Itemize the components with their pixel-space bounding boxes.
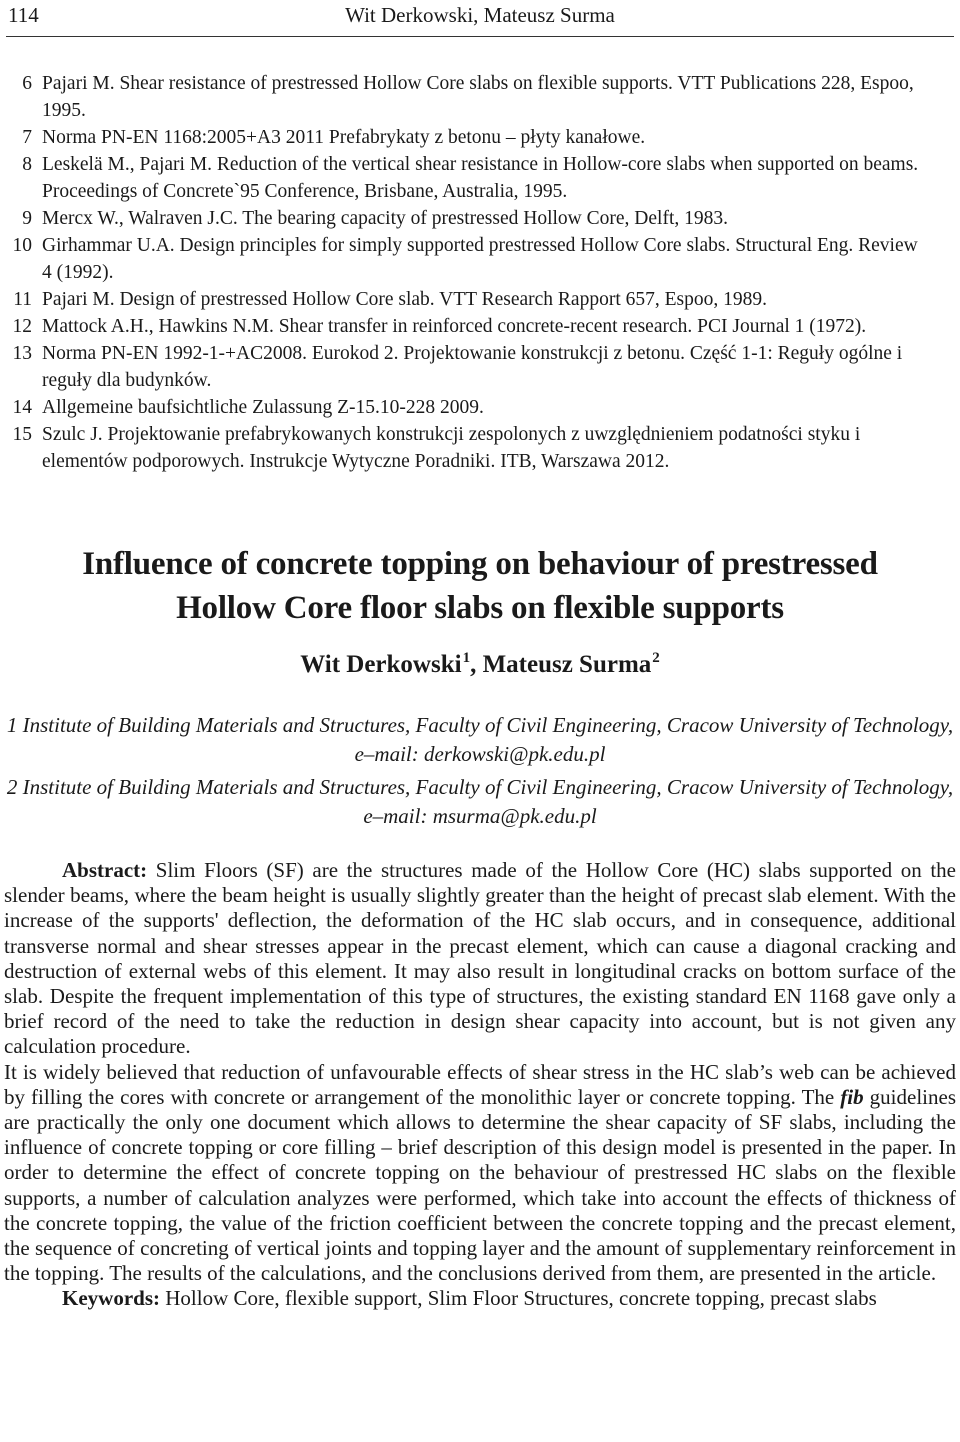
reference-number: 10 bbox=[12, 235, 32, 256]
page-header bbox=[6, 0, 954, 37]
keywords-label: Keywords: bbox=[62, 1286, 160, 1311]
reference-number: 13 bbox=[12, 343, 32, 364]
reference-text: Mercx W., Walraven J.C. The bearing capacity of prestressed Hollow Core, Delft, 1983. bbox=[42, 208, 728, 229]
article-title bbox=[0, 542, 960, 630]
reference-text: Norma PN-EN 1992-1-+AC2008. Eurokod 2. Projektowanie konstrukcji z betonu. Część 1-1: Reguły ogólne i reguły dla budynków. bbox=[42, 343, 903, 391]
reference-text: Norma PN-EN 1168:2005+A3 2011 Prefabrykaty z betonu – płyty kanałowe. bbox=[42, 127, 646, 148]
abstract-paragraph bbox=[4, 858, 956, 1060]
author-separator: , bbox=[470, 651, 483, 678]
reference-number: 7 bbox=[22, 127, 32, 148]
author-line bbox=[0, 650, 960, 679]
author-name: Mateusz Surma bbox=[482, 651, 652, 678]
reference-item bbox=[0, 124, 960, 151]
reference-number: 11 bbox=[13, 289, 32, 310]
reference-number: 12 bbox=[12, 316, 32, 337]
reference-text: Szulc J. Projektowanie prefabrykowanych konstrukcji zespolonych z uwzględnieniem podatności styku i elementów podporowych. Instrukcje Wytyczne Poradniki. ITB, Warszawa 2012. bbox=[42, 424, 861, 472]
reference-number: 8 bbox=[22, 154, 32, 175]
reference-number: 9 bbox=[22, 208, 32, 229]
reference-item bbox=[0, 232, 960, 286]
affiliation: 2 Institute of Building Materials and Structures, Faculty of Civil Engineering, Cracow University of Technology, e–mail: msurma@pk.edu.pl bbox=[6, 775, 954, 828]
keywords-paragraph bbox=[4, 1286, 956, 1311]
reference-text: Allgemeine baufsichtliche Zulassung Z-15.10-228 2009. bbox=[42, 397, 484, 418]
article-title-line: Hollow Core floor slabs on flexible supports bbox=[176, 590, 784, 626]
reference-text: Leskelä M., Pajari M. Reduction of the vertical shear resistance in Hollow-core slabs when supported on beams. Proceedings of Concrete`95 Conference, Brisbane, Australia, 1995. bbox=[42, 154, 919, 202]
article-title-line: Influence of concrete topping on behaviour of prestressed bbox=[82, 546, 878, 582]
reference-text: Girhammar U.A. Design principles for simply supported prestressed Hollow Core slabs. Structural Eng. Review 4 (1992). bbox=[42, 235, 918, 283]
reference-item bbox=[0, 421, 960, 475]
author-affiliation-mark: 1 bbox=[462, 650, 471, 666]
affiliation: 1 Institute of Building Materials and Structures, Faculty of Civil Engineering, Cracow University of Technology, e–mail: derkowski@pk.edu.pl bbox=[6, 713, 954, 766]
reference-text: Pajari M. Design of prestressed Hollow Core slab. VTT Research Rapport 657, Espoo, 1989. bbox=[42, 289, 767, 310]
abstract-text: guidelines are practically the only one document which allows to determine the shear capacity of SF slabs, including the influence of concrete topping or core filling – brief description of this design model is presented in the paper. In order to determine the effect of concrete topping on the behaviour of prestressed HC slabs on the flexible supports, a number of calculation analyzes were performed, which take into account the effects of thickness of the concrete topping, the value of the friction coefficient between the concrete topping and the precast element, the sequence of concreting of vertical joints and topping layer and the amount of supplementary reinforcement in the topping. The results of the calculations, and the conclusions derived from them, are presented in the article. bbox=[4, 1084, 956, 1286]
abstract bbox=[4, 858, 956, 1312]
reference-item bbox=[0, 394, 960, 421]
reference-number: 6 bbox=[22, 73, 32, 94]
page-number: 114 bbox=[8, 3, 39, 27]
reference-number: 14 bbox=[12, 397, 32, 418]
reference-text: Mattock A.H., Hawkins N.M. Shear transfer in reinforced concrete-recent research. PCI Journal 1 (1972). bbox=[42, 316, 867, 337]
running-head: Wit Derkowski, Mateusz Surma bbox=[345, 3, 615, 27]
reference-item bbox=[0, 313, 960, 340]
reference-text: Pajari M. Shear resistance of prestressed Hollow Core slabs on flexible supports. VTT Publications 228, Espoo, 1995. bbox=[42, 73, 914, 121]
reference-item bbox=[0, 70, 960, 124]
abstract-text: Slim Floors (SF) are the structures made of the Hollow Core (HC) slabs supported on the slender beams, where the beam height is usually slightly greater than the height of precast slab element. With the increase of the supports' deflection, the deformation of the HC slab occurs, and in consequence, additional transverse normal and shear stresses appear in the precast element, which can cause a diagonal cracking and destruction of external webs of this element. It may also result in longitudinal cracks on bottom surface of the slab. Despite the frequent implementation of this type of structures, the existing standard EN 1168 gave only a brief record of the need to take the reduction in design shear capacity into account, but is not given any calculation procedure. bbox=[4, 858, 956, 1059]
abstract-text: It is widely believed that reduction of unfavourable effects of shear stress in the HC slab’s web can be achieved by filling the cores with concrete or arrangement of the monolithic layer or concrete topping. The bbox=[4, 1059, 956, 1109]
reference-number: 15 bbox=[12, 424, 32, 445]
reference-list bbox=[0, 70, 960, 475]
reference-item bbox=[0, 151, 960, 205]
reference-item bbox=[0, 340, 960, 394]
keywords-text: Hollow Core, flexible support, Slim Floor Structures, concrete topping, precast slabs bbox=[160, 1286, 877, 1311]
fib-term: fib bbox=[840, 1084, 864, 1109]
abstract-paragraph bbox=[4, 1060, 956, 1287]
abstract-label: Abstract: bbox=[62, 858, 148, 882]
reference-item bbox=[0, 205, 960, 232]
author-affiliation-mark: 2 bbox=[652, 650, 660, 666]
author-name: Wit Derkowski bbox=[300, 651, 462, 678]
reference-item bbox=[0, 286, 960, 313]
